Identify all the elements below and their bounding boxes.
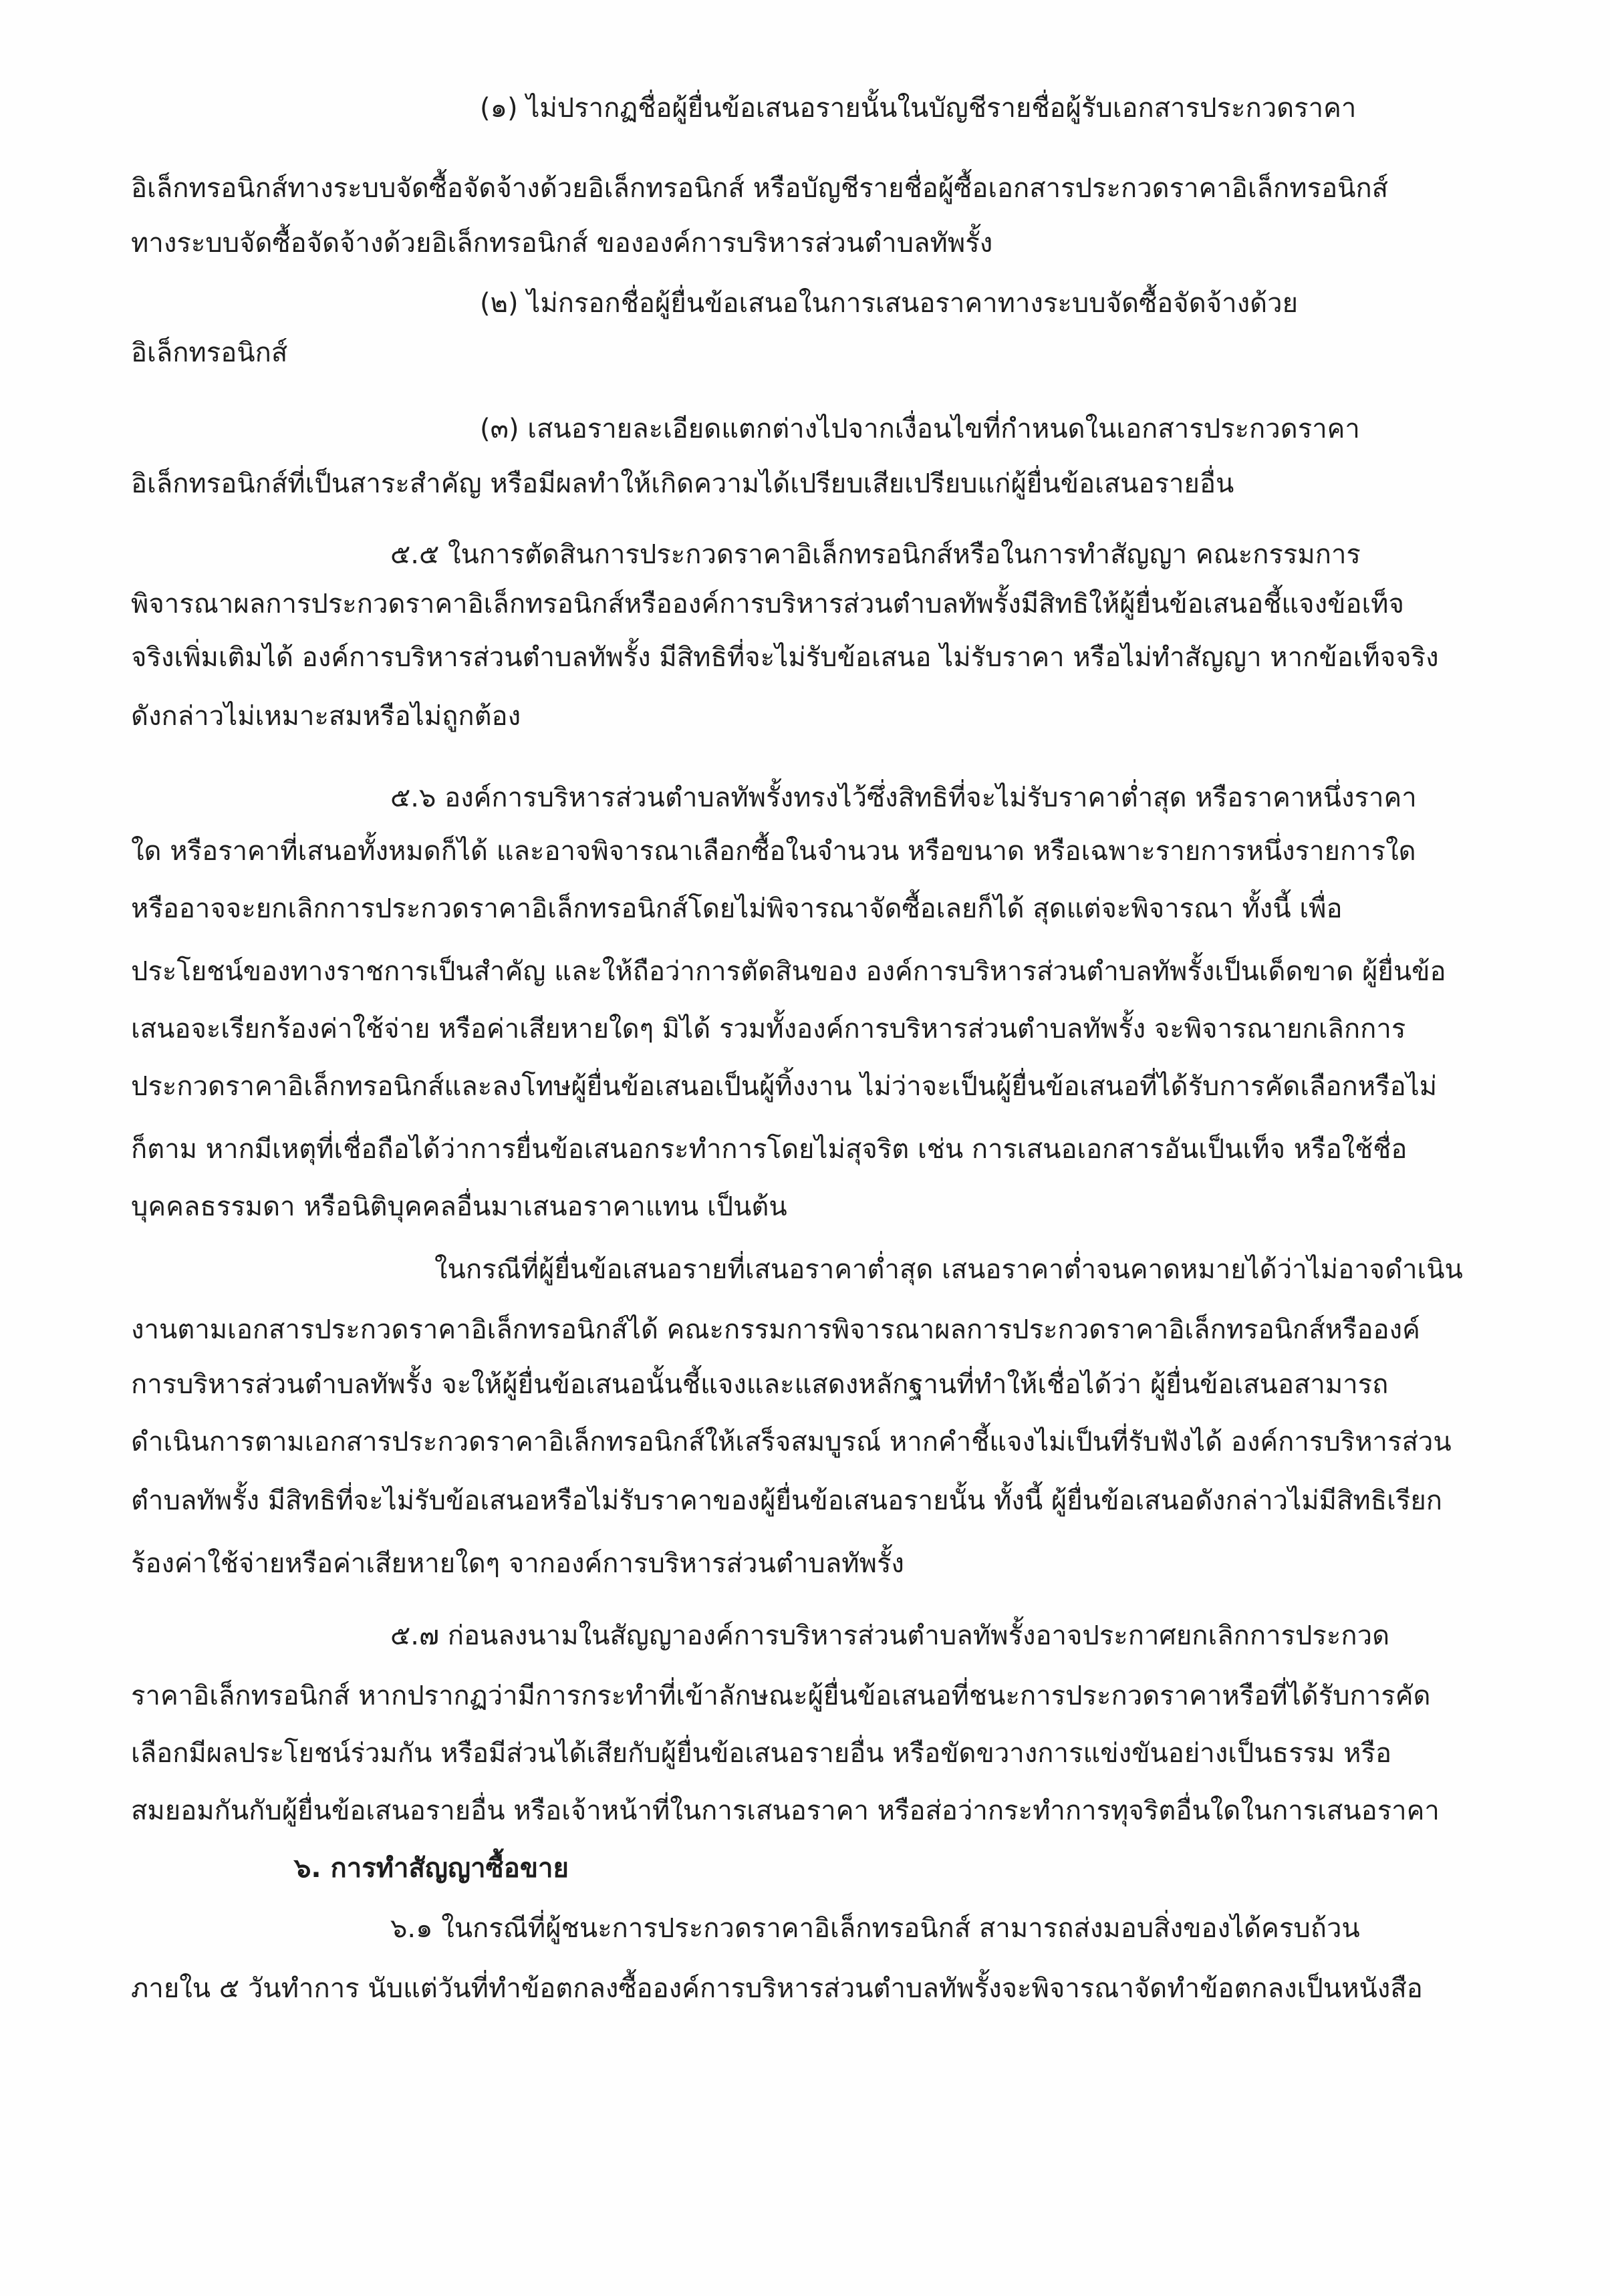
p3-line-2: อิเล็กทรอนิกส์ที่เป็นสาระสำคัญ หรือมีผลทำให้เกิดความได้เปรียบเสียเปรียบแก่ผู้ยื่นข้อเสนอรายอื่น xyxy=(131,468,1234,499)
section-heading-6: ๖. การทำสัญญาซื้อขาย xyxy=(294,1853,569,1884)
p5-line-2: ใด หรือราคาที่เสนอทั้งหมดก็ได้ และอาจพิจารณาเลือกซื้อในจำนวน หรือขนาด หรือเฉพาะรายการหนึ่งรายการใด xyxy=(131,836,1416,867)
p7-line-1: ๕.๗ ก่อนลงนามในสัญญาองค์การบริหารส่วนตำบลทัพรั้งอาจประกาศยกเลิกการประกวด xyxy=(390,1620,1390,1651)
p7-line-3: เลือกมีผลประโยชน์ร่วมกัน หรือมีส่วนได้เสียกับผู้ยื่นข้อเสนอรายอื่น หรือขัดขวางการแข่งขันอย่างเป็นธรรม หรือ xyxy=(131,1738,1391,1769)
p4-line-3: จริงเพิ่มเติมได้ องค์การบริหารส่วนตำบลทัพรั้ง มีสิทธิที่จะไม่รับข้อเสนอ ไม่รับราคา หรือไม่ทำสัญญา หากข้อเท็จจริง xyxy=(131,642,1439,673)
p7-line-2: ราคาอิเล็กทรอนิกส์ หากปรากฏว่ามีการกระทำที่เข้าลักษณะผู้ยื่นข้อเสนอที่ชนะการประกวดราคาหรือที่ได้รับการคัด xyxy=(131,1681,1431,1711)
p7-line-4: สมยอมกันกับผู้ยื่นข้อเสนอรายอื่น หรือเจ้าหน้าที่ในการเสนอราคา หรือส่อว่ากระทำการทุจริตอื่นใดในการเสนอราคา xyxy=(131,1796,1440,1826)
p5-line-8: บุคคลธรรมดา หรือนิติบุคคลอื่นมาเสนอราคาแทน เป็นต้น xyxy=(131,1191,787,1222)
p4-line-4: ดังกล่าวไม่เหมาะสมหรือไม่ถูกต้อง xyxy=(131,701,521,732)
p5-line-3: หรืออาจจะยกเลิกการประกวดราคาอิเล็กทรอนิกส์โดยไม่พิจารณาจัดซื้อเลยก็ได้ สุดแต่จะพิจารณา ทั้งนี้ เพื่อ xyxy=(131,893,1343,924)
p4-line-2: พิจารณาผลการประกวดราคาอิเล็กทรอนิกส์หรือองค์การบริหารส่วนตำบลทัพรั้งมีสิทธิให้ผู้ยื่นข้อเสนอชี้แจงข้อเท็จ xyxy=(131,589,1404,619)
p6-line-1: ในกรณีที่ผู้ยื่นข้อเสนอรายที่เสนอราคาต่ำสุด เสนอราคาต่ำจนคาดหมายได้ว่าไม่อาจดำเนิน xyxy=(434,1254,1463,1285)
p6-line-3: การบริหารส่วนตำบลทัพรั้ง จะให้ผู้ยื่นข้อเสนอนั้นชี้แจงและแสดงหลักฐานที่ทำให้เชื่อได้ว่า ผู้ยื่นข้อเสนอสามารถ xyxy=(131,1369,1389,1400)
p6-line-2: งานตามเอกสารประกวดราคาอิเล็กทรอนิกส์ได้ คณะกรรมการพิจารณาผลการประกวดราคาอิเล็กทรอนิกส์หรือองค์ xyxy=(131,1314,1420,1345)
p3-line-1: (๓) เสนอรายละเอียดแตกต่างไปจากเงื่อนไขที่กำหนดในเอกสารประกวดราคา xyxy=(480,414,1360,444)
p8-line-2: ภายใน ๕ วันทำการ นับแต่วันที่ทำข้อตกลงซื้อองค์การบริหารส่วนตำบลทัพรั้งจะพิจารณาจัดทำข้อตกลงเป็นหนังสือ xyxy=(131,1973,1423,2004)
p6-line-5: ตำบลทัพรั้ง มีสิทธิที่จะไม่รับข้อเสนอหรือไม่รับราคาของผู้ยื่นข้อเสนอรายนั้น ทั้งนี้ ผู้ยื่นข้อเสนอดังกล่าวไม่มีสิทธิเรียก xyxy=(131,1485,1442,1516)
p5-line-6: ประกวดราคาอิเล็กทรอนิกส์และลงโทษผู้ยื่นข้อเสนอเป็นผู้ทิ้งงาน ไม่ว่าจะเป็นผู้ยื่นข้อเสนอที่ได้รับการคัดเลือกหรือไม่ xyxy=(131,1071,1438,1102)
p1-line-3: ทางระบบจัดซื้อจัดจ้างด้วยอิเล็กทรอนิกส์ ขององค์การบริหารส่วนตำบลทัพรั้ง xyxy=(131,228,993,259)
p5-line-5: เสนอจะเรียกร้องค่าใช้จ่าย หรือค่าเสียหายใดๆ มิได้ รวมทั้งองค์การบริหารส่วนตำบลทัพรั้ง จะพิจารณายกเลิกการ xyxy=(131,1014,1406,1044)
p8-line-1: ๖.๑ ในกรณีที่ผู้ชนะการประกวดราคาอิเล็กทรอนิกส์ สามารถส่งมอบสิ่งของได้ครบถ้วน xyxy=(390,1913,1360,1944)
p5-line-1: ๕.๖ องค์การบริหารส่วนตำบลทัพรั้งทรงไว้ซึ่งสิทธิที่จะไม่รับราคาต่ำสุด หรือราคาหนึ่งราคา xyxy=(390,782,1417,813)
p5-line-4: ประโยชน์ของทางราชการเป็นสำคัญ และให้ถือว่าการตัดสินของ องค์การบริหารส่วนตำบลทัพรั้งเป็นเด็ดขาด ผู้ยื่นข้อ xyxy=(131,956,1446,987)
p1-line-2: อิเล็กทรอนิกส์ทางระบบจัดซื้อจัดจ้างด้วยอิเล็กทรอนิกส์ หรือบัญชีรายชื่อผู้ซื้อเอกสารประกวดราคาอิเล็กทรอนิกส์ xyxy=(131,173,1389,204)
p1-line-1: (๑) ไม่ปรากฏชื่อผู้ยื่นข้อเสนอรายนั้นในบัญชีรายชื่อผู้รับเอกสารประกวดราคา xyxy=(480,93,1357,124)
p2-line-2: อิเล็กทรอนิกส์ xyxy=(131,337,288,368)
p6-line-4: ดำเนินการตามเอกสารประกวดราคาอิเล็กทรอนิกส์ให้เสร็จสมบูรณ์ หากคำชี้แจงไม่เป็นที่รับฟังได้ องค์การบริหารส่วน xyxy=(131,1427,1452,1457)
p5-line-7: ก็ตาม หากมีเหตุที่เชื่อถือได้ว่าการยื่นข้อเสนอกระทำการโดยไม่สุจริต เช่น การเสนอเอกสารอันเป็นเท็จ หรือใช้ชื่อ xyxy=(131,1134,1407,1165)
p4-line-1: ๕.๕ ในการตัดสินการประกวดราคาอิเล็กทรอนิกส์หรือในการทำสัญญา คณะกรรมการ xyxy=(390,539,1361,570)
p6-line-6: ร้องค่าใช้จ่ายหรือค่าเสียหายใดๆ จากองค์การบริหารส่วนตำบลทัพรั้ง xyxy=(131,1548,904,1579)
p2-line-1: (๒) ไม่กรอกชื่อผู้ยื่นข้อเสนอในการเสนอราคาทางระบบจัดซื้อจัดจ้างด้วย xyxy=(480,288,1299,319)
